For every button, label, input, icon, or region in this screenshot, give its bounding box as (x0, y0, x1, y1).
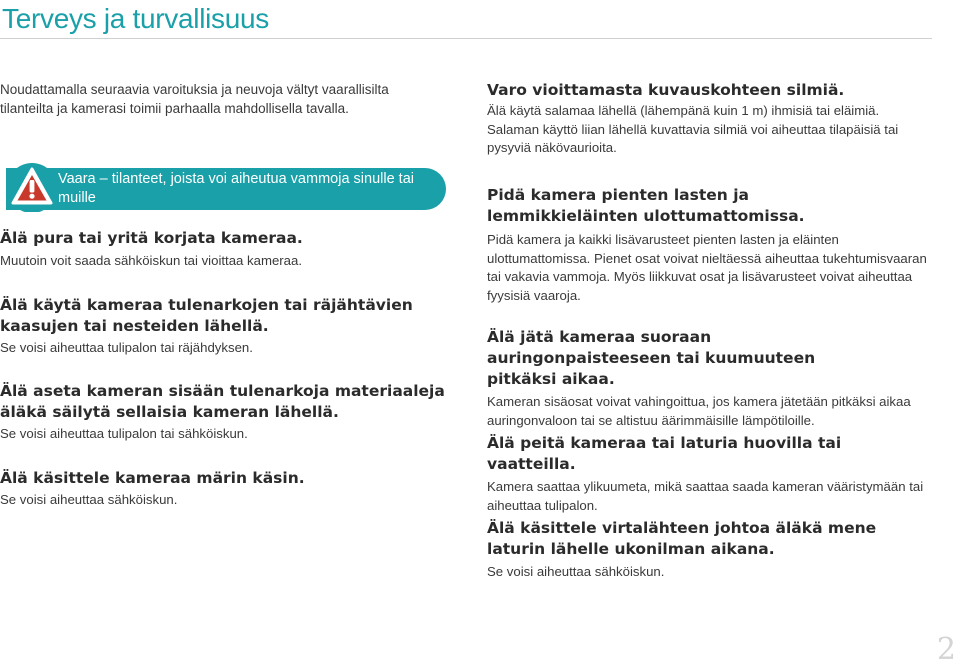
item-heading: Älä käsittele virtalähteen johtoa äläkä mene laturin lähelle ukonilman aikana. (487, 519, 877, 558)
intro-paragraph: Noudattamalla seuraavia varoituksia ja neuvoja vältyt vaarallisilta tilanteilta ja kamerasi toimii parhaalla mahdollisella tavalla. (0, 82, 389, 116)
danger-banner-text: Vaara – tilanteet, joista voi aiheutua vammoja sinulle tai muille (58, 171, 414, 206)
item-heading: Pidä kamera pienten lasten ja lemmikkieläinten ulottumattomissa. (487, 186, 805, 225)
left-item-1 (0, 228, 450, 271)
item-body: Se voisi aiheuttaa tulipalon tai räjähdyksen. (0, 340, 253, 355)
right-item-2 (487, 185, 932, 305)
right-item-3 (487, 327, 932, 430)
item-heading: Älä pura tai yritä korjata kameraa. (0, 229, 303, 247)
item-body: Se voisi aiheuttaa sähköiskun. (487, 564, 665, 579)
left-item-3 (0, 381, 455, 444)
item-heading: Älä aseta kameran sisään tulenarkoja materiaaleja äläkä säilytä sellaisia kameran lähellä. (0, 382, 445, 421)
right-item-1 (487, 80, 932, 158)
item-heading: Älä peitä kameraa tai laturia huovilla tai vaatteilla. (487, 434, 842, 473)
title-divider (0, 38, 932, 39)
item-body: Se voisi aiheuttaa tulipalon tai sähköiskun. (0, 426, 248, 441)
item-heading: Älä käsittele kameraa märin käsin. (0, 469, 305, 487)
page-number: 2 (936, 632, 956, 667)
left-item-2 (0, 295, 430, 358)
warning-triangle-icon (6, 160, 58, 212)
right-item-4 (487, 433, 932, 515)
right-item-5 (487, 518, 932, 582)
item-heading: Varo vioittamasta kuvauskohteen silmiä. (487, 81, 845, 99)
item-body: Pidä kamera ja kaikki lisävarusteet pienten lasten ja eläinten ulottumattomissa. Pienet osat voivat nieltäessä aiheuttaa tukehtumisvaaran tai vakavia vammoja. Myös liikkuvat osat ja lisävarusteet voivat aiheuttaa fyysisiä vaaroja. (487, 232, 927, 303)
page-title: Terveys ja turvallisuus (2, 3, 269, 34)
item-body: Kameran sisäosat voivat vahingoittua, jos kamera jätetään pitkäksi aikaa auringonvaloon tai se altistuu äärimmäisille lämpötiloille. (487, 394, 911, 428)
danger-banner (6, 168, 446, 210)
item-heading: Älä jätä kameraa suoraan auringonpaisteeseen tai kuumuuteen pitkäksi aikaa. (487, 328, 816, 388)
item-body: Se voisi aiheuttaa sähköiskun. (0, 492, 178, 507)
left-item-4 (0, 468, 450, 510)
item-body: Muutoin voit saada sähköiskun tai vioittaa kameraa. (0, 253, 303, 268)
item-body: Kamera saattaa ylikuumeta, mikä saattaa saada kameran vääristymään tai aiheuttaa tulipalon. (487, 479, 924, 513)
item-heading: Älä käytä kameraa tulenarkojen tai räjähtävien kaasujen tai nesteiden lähellä. (0, 296, 413, 335)
item-body: Älä käytä salamaa lähellä (lähempänä kuin 1 m) ihmisiä tai eläimiä. Salaman käyttö liian lähellä kuvattavia silmiä voi aiheuttaa tilapäisiä tai pysyviä näkövaurioita. (487, 103, 899, 155)
